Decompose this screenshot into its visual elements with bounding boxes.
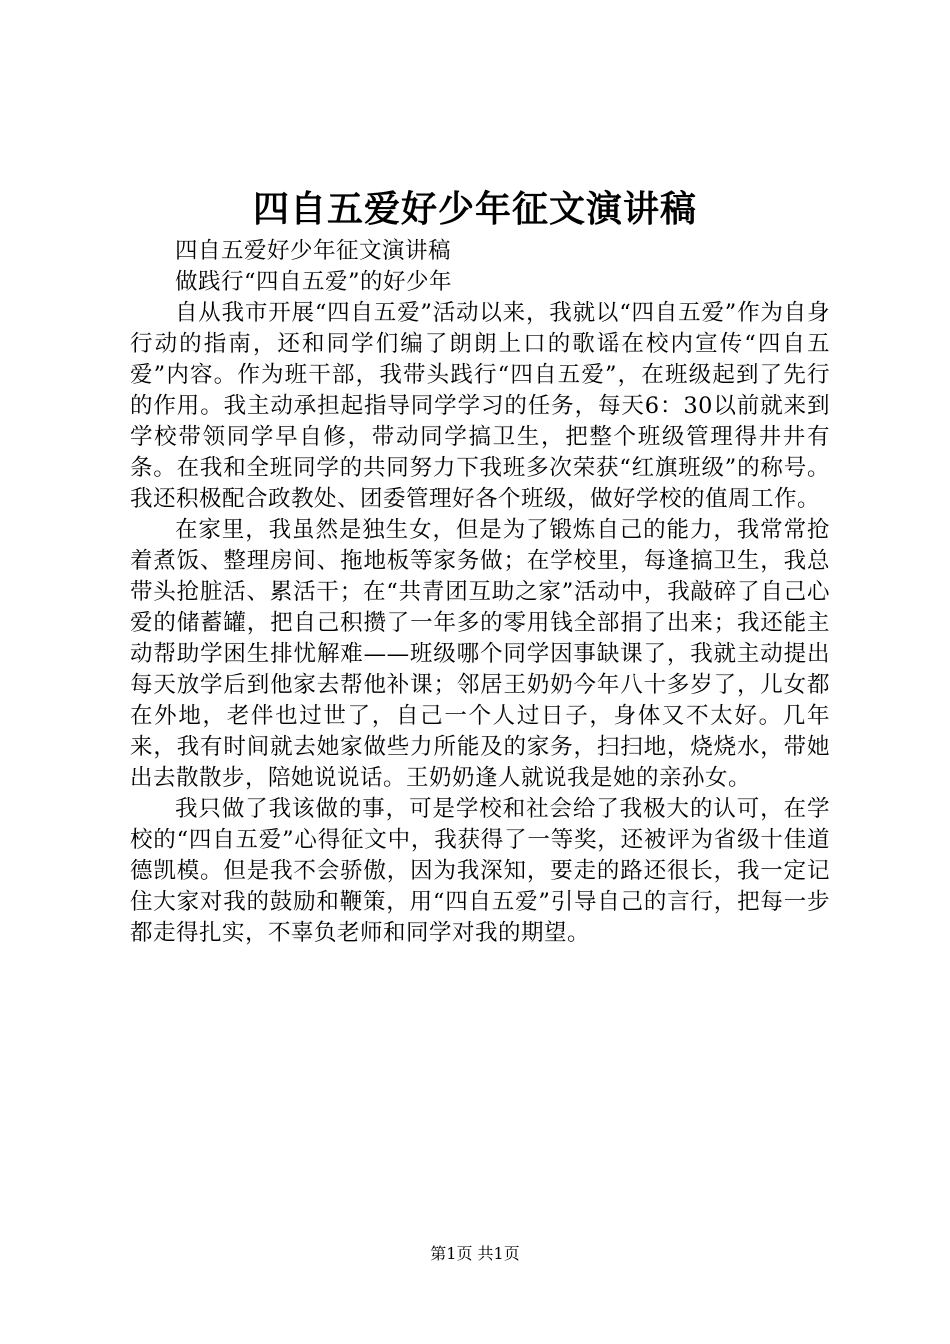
page-footer: 第1页 共1页	[430, 1244, 520, 1263]
paragraph-1: 自从我市开展“四自五爱”活动以来，我就以“四自五爱”作为自身行动的指南，还和同学们编了朗朗上口的歌谣在校内宣传“四自五爱”内容。作为班干部，我带头践行“四自五爱”，在班级起到了先行的作用。我主动承担起指导同学学习的任务，每天6：30以前就来到学校带领同学早自修，带动同学搞卫生，把整个班级管理得井井有条。在我和全班同学的共同努力下我班多次荣获“红旗班级”的称号。我还积极配合政教处、团委管理好各个班级，做好学校的值周工作。	[130, 300, 830, 512]
document-title: 四自五爱好少年征文演讲稿	[252, 188, 697, 230]
paragraph-3: 我只做了我该做的事，可是学校和社会给了我极大的认可，在学校的“四自五爱”心得征文中，我获得了一等奖，还被评为省级十佳道德凯模。但是我不会骄傲，因为我深知，要走的路还很长，我一定记住大家对我的鼓励和鞭策，用“四自五爱”引导自己的言行，把每一步都走得扎实，不辜负老师和同学对我的期望。	[130, 796, 830, 946]
paragraph-2: 在家里，我虽然是独生女，但是为了锻炼自己的能力，我常常抢着煮饭、整理房间、拖地板等家务做；在学校里，每逢搞卫生，我总带头抢脏活、累活干；在“共青团互助之家”活动中，我敲碎了自己心爱的储蓄罐，把自己积攒了一年多的零用钱全部捐了出来；我还能主动帮助学困生排忧解难——班级哪个同学因事缺课了，我就主动提出每天放学后到他家去帮他补课；邻居王奶奶今年八十多岁了，儿女都在外地，老伴也过世了，自己一个人过日子，身体又不太好。几年来，我有时间就去她家做些力所能及的家务，扫扫地，烧烧水，带她出去散散步，陪她说说话。王奶奶逢人就说我是她的亲孙女。	[130, 517, 830, 791]
document-body	[130, 236, 830, 949]
heading-line: 做践行“四自五爱”的好少年	[175, 269, 453, 295]
subtitle-line: 四自五爱好少年征文演讲稿	[175, 238, 452, 264]
